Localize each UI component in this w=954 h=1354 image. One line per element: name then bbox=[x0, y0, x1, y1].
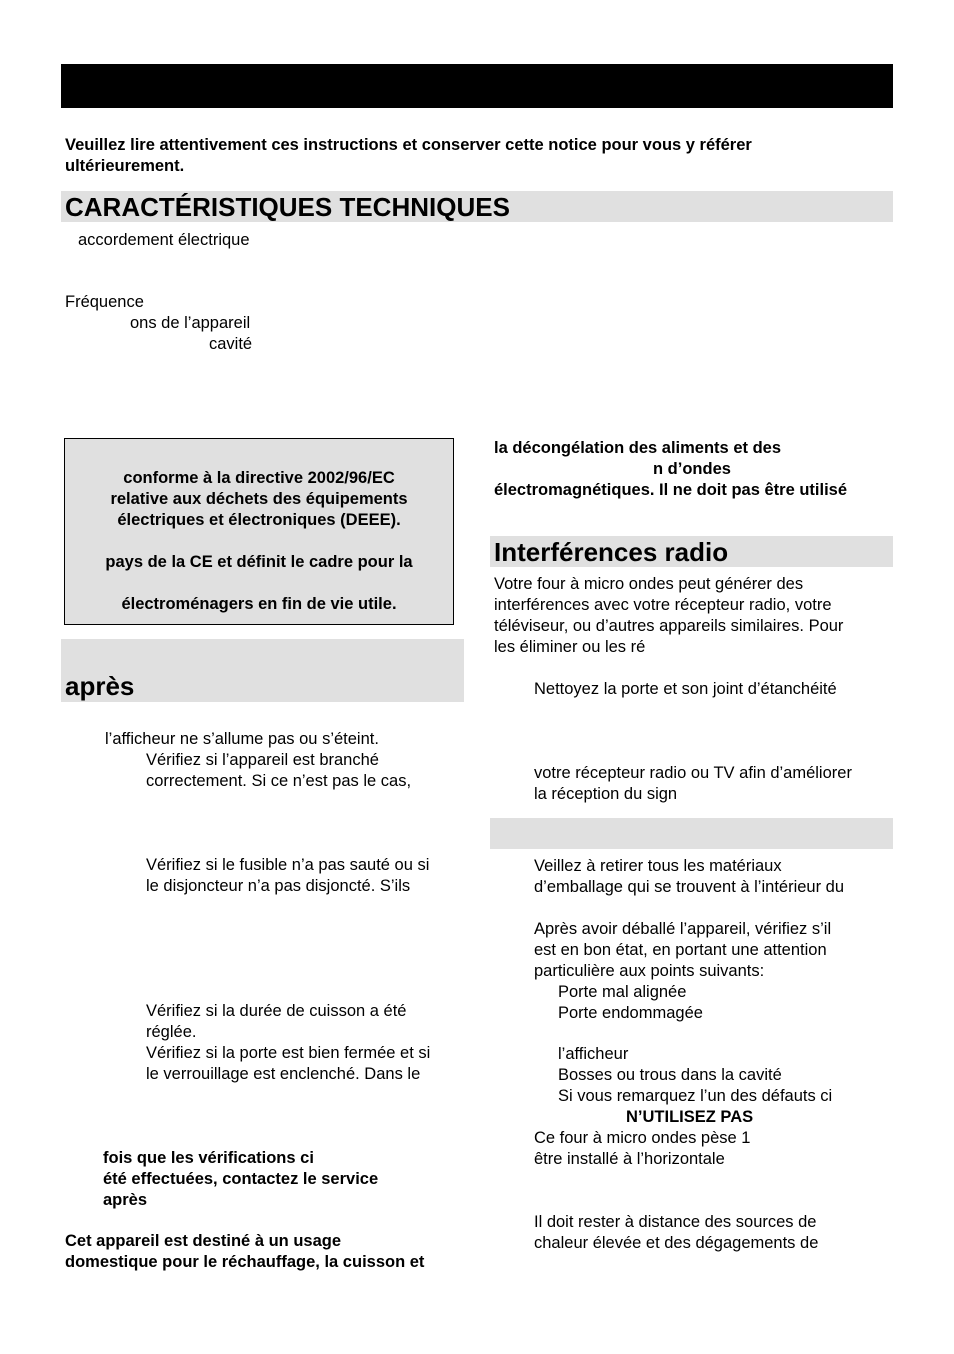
apres-text: après bbox=[103, 1191, 148, 1209]
radio-item: votre récepteur radio ou TV afin d’améliorer bbox=[534, 764, 852, 782]
install-text: particulière aux points suivants: bbox=[534, 962, 765, 980]
radio-item: Nettoyez la porte et son joint d’étanchéité bbox=[534, 680, 837, 698]
apres-text: fois que les vérifications ci bbox=[103, 1149, 314, 1167]
install-text: Veillez à retirer tous les matériaux bbox=[534, 857, 782, 875]
deee-line: conforme à la directive 2002/96/EC bbox=[123, 469, 395, 487]
apres-text: le verrouillage est enclenché. Dans le bbox=[146, 1065, 421, 1083]
usage-text: Cet appareil est destiné à un usage bbox=[65, 1232, 342, 1250]
deee-line: électriques et électroniques (DEEE). bbox=[117, 511, 401, 529]
apres-text: Vérifiez si la durée de cuisson a été bbox=[146, 1002, 407, 1020]
apres-text: Vérifiez si l’appareil est branché bbox=[146, 751, 379, 769]
install-text: d’emballage qui se trouvent à l’intérieur du bbox=[534, 878, 845, 896]
spec-row: Fréquence bbox=[65, 293, 144, 311]
install-subitem: Bosses ou trous dans la cavité bbox=[558, 1066, 782, 1084]
apres-text: été effectuées, contactez le service bbox=[103, 1170, 379, 1188]
radio-text: interférences avec votre récepteur radio, votre bbox=[494, 596, 832, 614]
radio-heading: Interférences radio bbox=[494, 537, 729, 567]
intro-line: Veuillez lire attentivement ces instructions et conserver cette notice pour vous y référer bbox=[65, 136, 752, 154]
apres-text: le disjoncteur n’a pas disjoncté. S’ils bbox=[146, 877, 411, 895]
usage-text: domestique pour le réchauffage, la cuisson et bbox=[65, 1253, 425, 1271]
install-text: est en bon état, en portant une attention bbox=[534, 941, 827, 959]
radio-text: les éliminer ou les ré bbox=[494, 638, 646, 656]
install-text: Après avoir déballé l’appareil, vérifiez s’il bbox=[534, 920, 832, 938]
install-heading-band bbox=[490, 818, 893, 849]
usage-continued: la décongélation des aliments et des bbox=[494, 439, 782, 457]
intro-line: ultérieurement. bbox=[65, 157, 185, 175]
install-warning: N’UTILISEZ PAS bbox=[626, 1108, 754, 1126]
usage-continued: électromagnétiques. Il ne doit pas être utilisé bbox=[494, 481, 848, 499]
spec-row: ons de l’appareil bbox=[130, 314, 251, 332]
spec-row: cavité bbox=[209, 335, 253, 353]
deee-line: relative aux déchets des équipements bbox=[110, 490, 408, 508]
install-subitem: Si vous remarquez l’un des défauts ci bbox=[558, 1087, 833, 1105]
radio-text: Votre four à micro ondes peut générer des bbox=[494, 575, 804, 593]
install-text: chaleur élevée et des dégagements de bbox=[534, 1234, 819, 1252]
install-text: Il doit rester à distance des sources de bbox=[534, 1213, 817, 1231]
install-subitem: l’afficheur bbox=[558, 1045, 629, 1063]
usage-continued: n d’ondes bbox=[653, 460, 731, 478]
install-subitem: Porte endommagée bbox=[558, 1004, 703, 1022]
deee-line: pays de la CE et définit le cadre pour la bbox=[105, 553, 413, 571]
apres-text: correctement. Si ce n’est pas le cas, bbox=[146, 772, 412, 790]
apres-heading: après bbox=[65, 671, 135, 701]
install-text: Ce four à micro ondes pèse 1 bbox=[534, 1129, 751, 1147]
install-subitem: Porte mal alignée bbox=[558, 983, 687, 1001]
apres-text: réglée. bbox=[146, 1023, 197, 1041]
install-text: être installé à l’horizontale bbox=[534, 1150, 725, 1168]
spec-row: accordement électrique bbox=[78, 231, 250, 249]
apres-text: l’afficheur ne s’allume pas ou s’éteint. bbox=[105, 730, 379, 748]
specs-heading: CARACTÉRISTIQUES TECHNIQUES bbox=[65, 192, 510, 222]
apres-text: Vérifiez si le fusible n’a pas sauté ou si bbox=[146, 856, 430, 874]
title-banner bbox=[61, 64, 893, 108]
deee-line: électroménagers en fin de vie utile. bbox=[121, 595, 397, 613]
radio-item: la réception du sign bbox=[534, 785, 678, 803]
radio-text: téléviseur, ou d’autres appareils similaires. Pour bbox=[494, 617, 844, 635]
apres-text: Vérifiez si la porte est bien fermée et si bbox=[146, 1044, 431, 1062]
